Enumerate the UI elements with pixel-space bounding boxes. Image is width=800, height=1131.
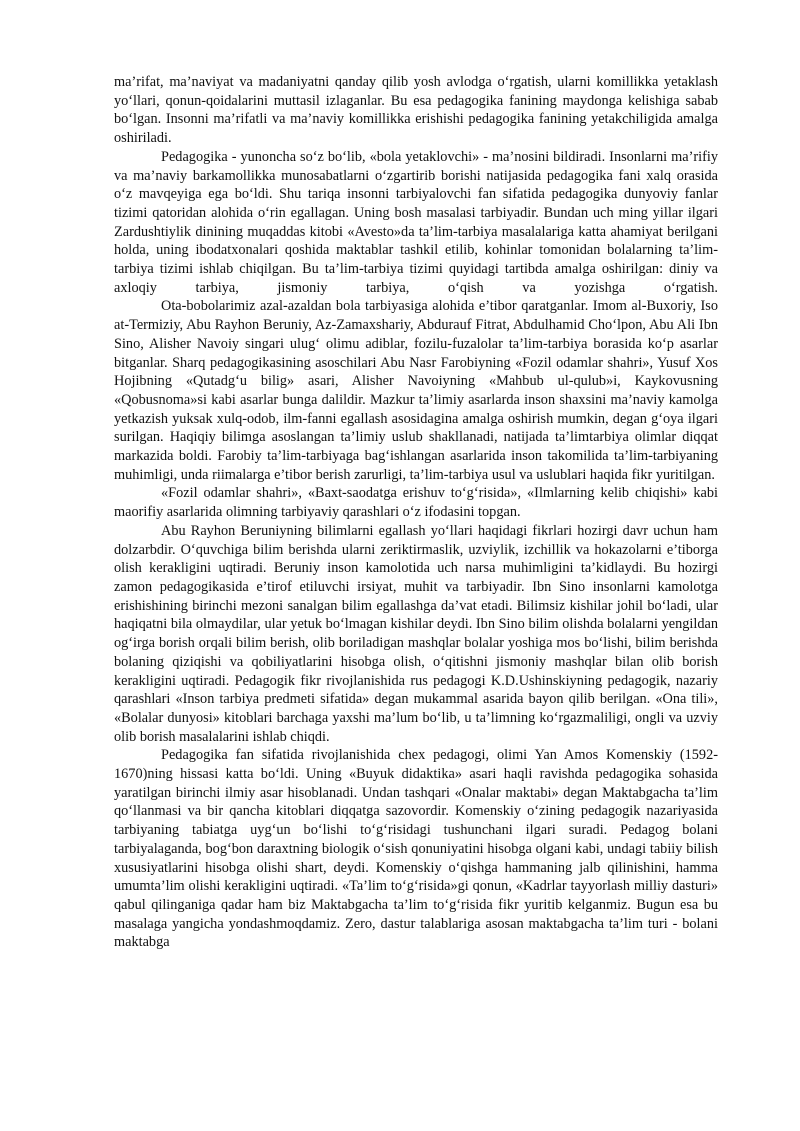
paragraph-beruniy: Abu Rayhon Beruniyning bilimlarni egallash yo‘llari haqidagi fikrlari hozirgi davr uchun ham dolzarbdir. O‘quvchiga bilim berishda ularni zeriktirmaslik, uzviylik, izchillik va hokazolarni e’tiborga olish kerakligini uqtiradi. Beruniy inson kamolotida uch narsa muhimligini ta’kidlaydi. Bu hozirgi zamon pedagogikasida e’tirof etiluvchi irsiyat, muhit va tarbiyadir. Ibn Sino insonlarni kamolotga erishishining birinchi mezoni sanalgan bilim egallashga da’vat etadi. Bilimsiz kishilar johil bo‘ladi, ular haqiqatni bila olmaydilar, ular yetuk bo‘lmagan kishilar deydi. Ibn Sino bilim olishda bolalarni yengildan og‘irga borish orqali bilim berish, olib boriladigan mashqlar bolalar yoshiga mos bo‘lishi, bilim berishda bolaning qiziqishi va qobiliyatlarini hisobga olish, o‘qitishni jismoniy mashqlar bilan olib borish kerakligini uqtiradi. Pedagogik fikr rivojlanishida rus pedagogi K.D.Ushinskiyning pedagogik, nazariy qarashlari «Inson tarbiya predmeti sifatida» degan mukammal asarida bayon qilib berilgan. «Ona tili», «Bolalar dunyosi» kitoblari barchaga yaxshi ma’lum bo‘lib, u ta’limning ko‘rgazmaliligi, ongli va uzviy olib borish masalalarini ishlab chiqdi. — [114, 522, 718, 745]
paragraph-ancestors: Ota-bobolarimiz azal-azaldan bola tarbiyasiga alohida e’tibor qaratganlar. Imom al-Buxoriy, Iso at-Termiziy, Abu Rayhon Beruniy, Az-Zamaxshariy, Abdurauf Fitrat, Abdulhamid Cho‘lpon, Abu Ali Ibn Sino, Alisher Navoiy singari ulug‘ olimu adiblar, fozilu-fuzalolar ta’lim-tarbiya borasida ko‘p asarlar bitganlar. Sharq pedagogikasining asoschilari Abu Nasr Farobiyning «Fozil odamlar shahri», Yusuf Xos Hojibning «Qutadg‘u bilig» asari, Alisher Navoiyning «Mahbub ul-qulub»i, Kaykovusning «Qobusnoma»si kabi asarlar bunga dalildir. Mazkur ta’limiy asarlarda inson shaxsini ma’naviy kamolga yetkazish yuksak xulq-odob, ilm-fanni egallash asosidagina amalga oshirish mumkin, degan g‘oya ilgari surilgan. Haqiqiy bilimga asoslangan ta’limiy uslub shakllanadi, natijada ta’limtarbiya olimlar diqqat markazida boldi. Farobiy ta’lim-tarbiyaga bag‘ishlangan asarlarida inson takomilida ta’lim-tarbiyaning muhimligi, unda riimalarga e’tibor berish zarurligi, ta’lim-tarbiya usul va uslublari haqida fikr yuritilgan. — [114, 298, 718, 483]
paragraph-fozil-odamlar: «Fozil odamlar shahri», «Baxt-saodatga erishuv to‘g‘risida», «Ilmlarning kelib chiqishi» kabi maorifiy asarlarida olimning tarbiyaviy qarashlari o‘z ifodasini topgan. — [114, 485, 718, 521]
paragraph-komenskiy: Pedagogika fan sifatida rivojlanishida chex pedagogi, olimi Yan Amos Komenskiy (1592-1670)ning hissasi katta bo‘ldi. Uning «Buyuk didaktika» asari haqli ravishda pedagogika sohasida yaratilgan birinchi ilmiy asar hisoblanadi. Undan tashqari «Onalar maktabi» degan Maktabgacha ta’lim qo‘llanmasi va bir qancha kitoblari diqqatga sazovordir. Komenskiy o‘zining pedagogik nazariyasida tarbiyaning tabiatga uyg‘un bo‘lishi to‘g‘risidagi tushunchani ilgari suradi. Pedagog bolani tarbiyalaganda, bog‘bon daraxtning biologik o‘sish qonuniyatini hisobga olgani kabi, undagi tabiiy bilish xususiyatlarini hisobga olishi shart, deydi. Komenskiy o‘qishga hammaning jalb qilinishini, hamma umumta’lim olishi kerakligini uqtiradi. «Ta’lim to‘g‘risida»gi qonun, «Kadrlar tayyorlash milliy dasturi» qabul qilinganiga qadar ham biz Maktabgacha ta’lim to‘g‘risida fikr yuritib kelganmiz. Bugun esa bu masalaga yangicha yondashmoqdamiz. Zero, dastur talablariga asosan maktabgacha ta’lim turi - bolani maktabga — [114, 747, 718, 951]
paragraph-pedagogika-definition: Pedagogika - yunoncha so‘z bo‘lib, «bola yetaklovchi» - ma’nosini bildiradi. Insonlarni ma’rifiy va ma’naviy barkamollikka munosabatlarni o‘zgartirib borishi natijasida pedagogika fani xalq orasida o‘z mavqeyiga ega bo‘ldi. Shu tariqa insonni tarbiyalovchi fan sifatida pedagogika dunyoviy fanlar tizimi qatoridan alohida o‘rin egallagan. Uning bosh masalasi tarbiyadir. Bundan uch ming yillar ilgari Zardushtiylik dinining muqaddas kitobi «Avesto»da ta’lim-tarbiya masalalariga katta ahamiyat berilgani holda, uning ibodatxonalari qoshida maktablar tashkil etilib, kohinlar tomonidan bolalarning ta’lim-tarbiya tizimi ishlab chiqilgan. Bu ta’lim-tarbiya tizimi quyidagi tartibda amalga oshirilgan: diniy va axloqiy tarbiya, jismoniy tarbiya, o‘qish va yozishga o‘rgatish. — [114, 148, 718, 296]
paragraph-continuation: ma’rifat, ma’naviyat va madaniyatni qanday qilib yosh avlodga o‘rgatish, ularni komillikka yetaklash yo‘llari, qonun-qoidalarini muttasil izlaganlar. Bu esa pedagogika fanining maydonga kelishiga sabab bo‘lgan. Insonni ma’rifatli va ma’naviy komillikka erishishi pedagogika fanining yetakchiligida amalga oshiriladi. — [114, 74, 718, 147]
